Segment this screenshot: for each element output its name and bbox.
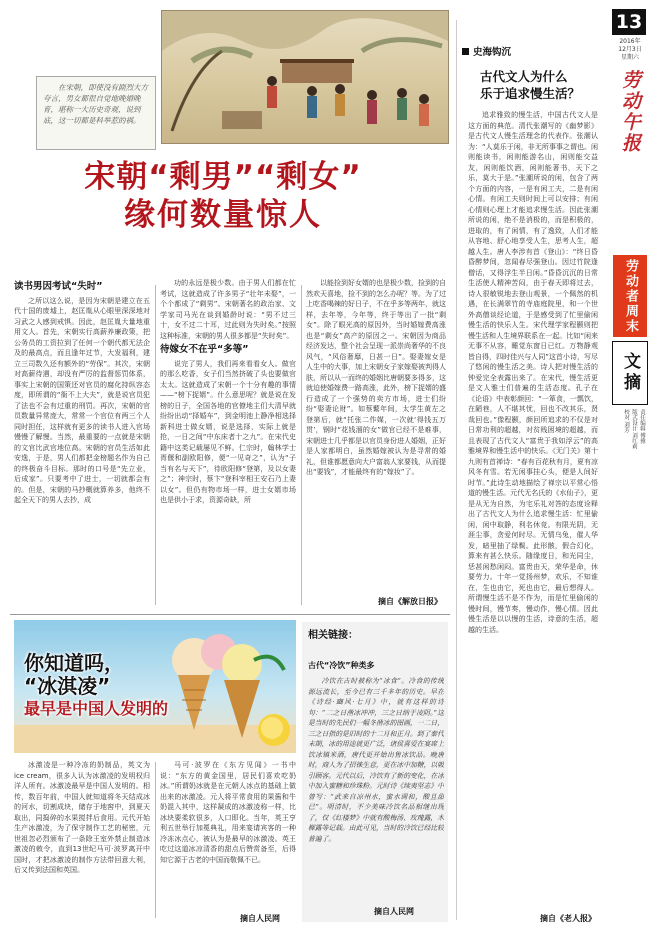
column-divider [301,285,302,605]
article1-col2b-text: 说完了男人，我们再来看看女人。做官的那么吃香，女子们当然挤破了头也要做官太太。这就造成了宋朝一个十分有趣的事情——“榜下捉婿”。什么意思呢？就是说在发榜的日子，全国各地的官僚地主们大清早就纷纷出动“择婚车”，到金明池上静净相选择新科进士做女婿，说是选择，实际上就是抢，一日之间“中东床者十之九”。在宋代史籍中这类记载屡见不鲜。仁宗时，翰林学士胥偃和副欧阳修，便“一见奇之”，认为“子当有名与天下”，待欧阳修“登第，及以女妻之”；神宗时，蔡卞“登科宰相王安石乃上妻以女”。但仍有物市场一样，进士女婿市场也是供小于求，资源奇缺，所 [160,359,296,504]
article3-author-tag [462,44,592,58]
article2-source: 摘自人民网 [240,914,280,923]
song-dynasty-painting [161,10,449,144]
article1-col3 [306,278,446,590]
section-name: 劳动者周末 [613,255,647,337]
article2-col2-text: 马可·波罗在《东方见闻》一书中说：“东方的黄金国里，居民们喜欢吃奶冰。”所谓奶冰就是在元朝人冰点的基础上做出来的冰激凌。元人将平常食用的果酱和牛奶混入其中，这样凝成的冰激凌称一样，比冰块要柔软很多，人口即化。当年，英王亨利五世举行加冕典礼，用来宴请宾客的一种冷冻冰点心，被认为是最早的冰激凌。英王吃过这道冰凉清香的甜点后赞赏备至，后得知它源于古老的中国而敬佩不已。 [160,761,296,864]
related-body-text: 冷饮在古时被称为“冰食”。冷食的传统源远流长，至今已有三千多年的历史。早在《诗经·豳风·七月》中，就有这样的诗句：“二之日凿冰冲冲，三之日纳于凌阴。”这是当时的先民们一幅冬凿冰的图画，一二日，三之日指的是旧时的十二月和正月。到了秦代末期，冰的用途就更广泛，诸侯喜爱在宴席上饮冰镇米酒，唐代更开始出售冰饮品。晚唐时，商人为了招徕生意，更在冰中加糖，以吸引顾客。元代以后，冷饮有了新的变化，在冰中加入蜜糖和珍珠粉。元时诗《续夷坚志》中曾写：“武来自凉州水，蜜水调和，酸且甜已”。明清时，不少美味冷饮名品相继出现了，仅《红楼梦》中就有酸梅汤、玫瑰露，木樨露等记载。由此可见，当时的冷饮已经比较普遍了。 [308,677,444,843]
square-bullet-icon [462,48,469,55]
article3-title [480,68,605,102]
article2-title-line3: 最早是中国人发明的 [24,699,169,718]
related-header: 相关链接： [308,630,358,641]
article1-col2a-text: 功的永远是极少数。由于男人们都在忙考试，这就造成了许多男子“壮年未娶”，一个个都成了“剩男”。宋朝著名的政治家、文学家司马光在谈到婚龄时说：“男不过三十，女不过二十耳，过此则为失时矣。”按照这种标准，宋朝的男人很多都是“失时矣”。 [160,279,296,340]
article3-source: 摘自《老人报》 [540,914,596,923]
article3-author: 史海钩沉 [473,47,512,58]
column-divider [155,762,156,918]
article2-title-line2: “冰淇凌” [24,674,111,698]
article2-title [24,652,284,720]
painting-drawing [162,11,448,143]
article1-col2 [160,278,296,608]
article2-col1-text: 冰激凌是一种冷冻的奶制品，英文为ice cream，很多人认为冰激凌的发明权归洋人所有。冰激凌最早是中国人发明的。相传，数百年前，中国人就知道将冬天结成冰的河水，切割成块，储存于地窖中，到夏天取出，同捣碎的水果搅拌后食用。元代开始生产冰激凌，为了保守制作工艺的秘密，元世祖忽必烈颁布了一条除王室外禁止制造冰激凌的敕令，直到13世纪马可·波罗离开中国时，才把冰激凌的制作方法带回意大利，后又传到法国和英国。 [14,761,150,874]
related-source: 摘自人民网 [374,907,414,916]
section-banner [612,255,648,455]
section-sub: 文摘 [612,341,648,405]
column-divider [155,285,156,605]
article1-col3-text: 以能捡到好女婿的也是极少数，捡到的自然欢天喜地，捡不到的怎么办呢？等。为了过上吃香喝辣的好日子，不在乎多等两年，就这样，去年等，今年等，终于等出了一批“剩女”。除了眼光高的原因外，当时婚嫁费高涨也是“剩女”高产的原因之一。宋朝因为商品经济发达，整个社会呈现一派崇尚奢华的不良风气，“风俗奢靡，日甚一日”。娶妻嫁女是人生中的大事，加上宋朝女子家嫁娶被判得人肤，所以从一而终的婚姻比唐朝要多得多，这就迫使婚嫁费一路高涨，此外，榜下捉婿的盛行造成了一个强势的卖方市场，进士们纷纷“娶妻论财”。如蔡蘩年间，太学生黄左之登第后，就“托张二作媒，一次就‘得钱五万贯’，钢时“花钱溜的女”做官已经不是难事，宋朝进士几乎都是以官员身份进人婚姻，正好是人家都明白，虽然婚嫁被认为是寻常的婚礼，但谁都愿意向大户富翁人家要钱，从而提出“要钱”，才能最终有的“嫁妆”了。 [306,279,446,476]
intro-box [36,76,156,150]
issue-date: 2016年 12月3日 星期六 [618,38,642,61]
article3-body-text: 追求雅致的慢生活，中国古代文人是这方面的典范。清代张潮写的《幽梦影》是古代文人慢生活理念的代表作。张潮认为：“人莫乐于闲，非无所事事之谓也。闲则能读书，闲则能游名山，闲则能交益友，闲则能饮酒，闲则能著书，天下之乐，莫大于是。”张潮所说的闲，包含了两个方面的内容，一是有闲工夫，二是有闲心情。有闲工夫则时间上可以安排；有闲心情则心理上才能追求慢生活。因此张潮所说的闲，绝不是消极的，而是积极的，进取的，有了闲情，有了逸致，人们才能从容地、舒心地享受人生，思考人生，超越人生。唐人李涉有首《登山》：“终日昏昏醉梦间，忽闻春尽强登山。因过竹院逢僧话，又得浮生半日闲。”昏昏沉沉的日常生活使人精神苦闷，由于春天即将过去，诗人很敏锐地去登山观景，一个佩然的机遇，在长满翠竹的寺庙庭院里，和一个世外高僧谈经论道，于是感受到了忙里偷闲慢生活的快乐人生。宋代理学家程颢则把慢生活和人生境界联系在一起。比如“闲来无事不从容，睡觉东窗日已红。万物静观皆自得，四时佳兴与人同”这首小诗，写尽了悠闲的慢生活之美。诗人把对慢生活的钟爱完全表露出来了。在宋代，慢生活更是文人雅士们普遍的生活态度。孔子在《论语》中表彰颜回：“一箪食，一瓢饮，在陋巷，人不堪其忧，回也不改其乐，贤哉回也。”像程颢，颜回所追求的不仅是对日常功利的超越，对贫贱困境的超越，而且表现了古代文人“富贵于我如浮云”的高雅境界和慢生活中的快乐。《无门关》第十九则有首禅诗：“春有百花秋有月，夏有凉风冬有雪。若无闲事挂心头，便是人间好时节。”此诗生动地描绘了禅宗以平常心悟道的慢生活。元代无名氏的《水仙子》，更是从无为自然，为宅乐礼对答的态度诠释出了古代文人为什么追求慢生活：忙里偷闲，闲中取静，利名休竞。有限光阴，无涯尘事，贪爱何时尽。无情乌兔，催人华发，暗里抽了绿鬓。此形骸，假合幻化，算来有甚么快乐。随缘度日，和光同尘，恁甚闲愁闲闷。富贵由天，荣华是命，休要劳力。十年一觉扬州梦，欢乐，不知谁在，生也由它，死也由它，最后想得人。所谓慢生活不是不作为，而是忙里偷闲的慢时间，慢节奏，慢动作，慢心情。因此慢生活是以以慢的生活，诗意的生活，超越的生活。 [468,111,598,634]
article1-title [0,158,446,234]
article1-col1-text: 之所以这么说，是因为宋朝是建立在五代十国的废墟上，赵匡胤从心眼里深深地对习武之人感到戒惧。因此，赵匡胤大量地重用文人。首先，宋朝实行高薪养廉政策，把公务员的工资拉到了任何一个朝代都无法企及的最高点，而且逢年过节，大发福利，建立三司数久还有额外的“劳保”。其次，宋朝对高薪待遇，却没有严厉的监督惩罚体系，事实上宋朝的国策还对官员的腐化持纵容态度，即所谓的“衙不上大夫”，就是说官员犯了法也不会有过重的刑罚。再次，宋朝的官员数量异常庞大，常常一个官位有两三个人同时担任，这样就有更多的读书人进入官场慢慢了解慢。当然，最重要的一点就是宋朝的文官比武官地位高。宋朝的官员生活如此安逸，于是，男人们都把金榜题名作为自己的终极奋斗目标。那时的口号是“先立业，后成家”。只要考中了进士，一切就都会有的。但是，宋朝的马抄概就算养多，他终不起全天下的男人去抄，成 [14,296,150,504]
article3-body [468,110,598,908]
editor-credits: 责任编辑 傅雅 版式设计 刘红莉 校对 刘芳 [623,409,645,450]
article1-title-line2: 缘何数量惊人 [124,197,322,233]
masthead-logo: 劳动午报 [619,70,641,154]
article3-title-line2: 乐于追求慢生活？ [480,86,581,101]
article2-col2 [160,760,296,908]
article1-title-line1: 宋朝“剩男”“剩女” [84,159,362,195]
article1-subhead1: 读书男因考试“失时” [14,281,103,292]
article1-col1 [14,278,150,608]
intro-text: 在宋朝，即使没有剧烈大方夸言，男女都很自觉地晚婚晚育，堪称一大历史奇观，说到底，这一切都是科举惹的祸。 [43,83,148,125]
related-body [308,676,444,900]
article1-subhead2: 待嫁女不在乎“多等” [160,344,249,355]
article2-col1 [14,760,150,920]
right-column-divider [456,20,457,920]
section-divider [10,614,450,615]
related-title: 古代“冷饮”种类多 [308,661,375,670]
article1-source: 摘自《解放日报》 [378,597,442,606]
page-number: 13 [612,9,646,35]
article3-title-line1: 古代文人为什么 [480,69,568,84]
article2-title-line1: 你知道吗， [24,651,124,675]
related-box [302,622,448,922]
